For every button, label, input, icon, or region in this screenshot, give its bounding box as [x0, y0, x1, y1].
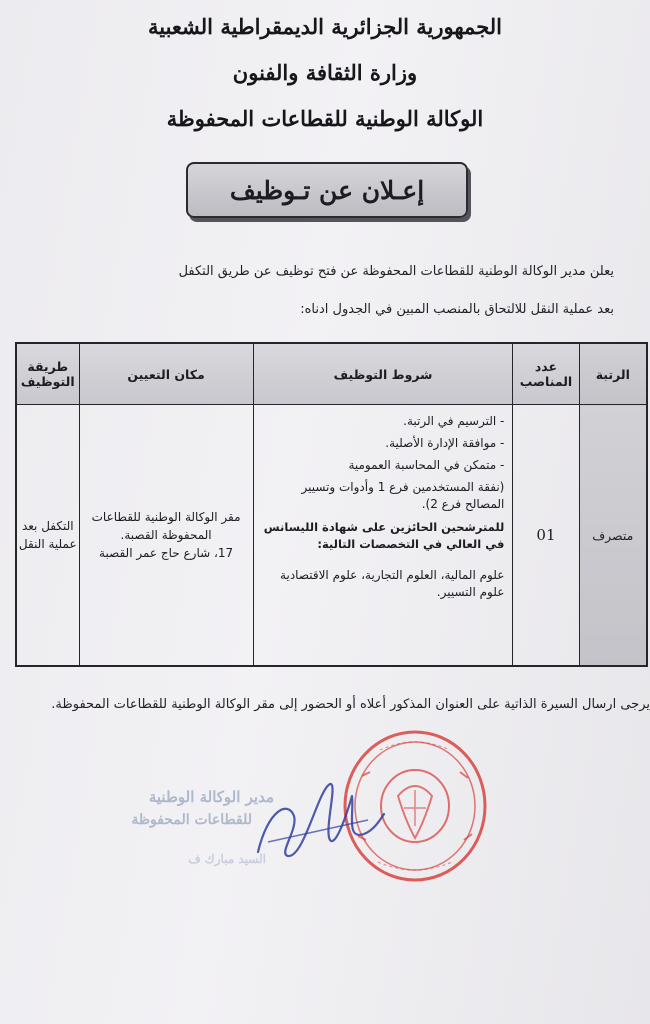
header-republic: الجمهورية الجزائرية الديمقراطية الشعبية	[147, 14, 502, 39]
recruitment-table	[15, 342, 648, 667]
cell-conditions	[253, 405, 513, 667]
stamp-line-1: مدير الوكالة الوطنية	[148, 788, 274, 806]
place-line-2: 17، شارع حاج عمر القصبة	[99, 546, 234, 560]
place-line-1: مقر الوكالة الوطنية للقطاعات المحفوظة القصبة.	[91, 510, 241, 542]
announcement-title: إعـلان عن تـوظيف	[229, 175, 425, 205]
header-method: طريقة التوظيف	[16, 343, 79, 405]
intro-line-1: يعلن مدير الوكالة الوطنية للقطاعات المحفوظة عن فتح توظيف عن طريق التكفل	[178, 264, 614, 279]
header-count: عدد المناصب	[513, 343, 579, 405]
intro-line-2: بعد عملية النقل للالتحاق بالمنصب المبين في الجدول ادناه:	[300, 302, 614, 317]
cell-method: التكفل بعد عملية النقل	[16, 405, 79, 667]
header-agency: الوكالة الوطنية للقطاعات المحفوظة	[166, 106, 484, 131]
header-place: مكان التعيين	[79, 343, 253, 405]
header-ministry: وزارة الثقافة والفنون	[232, 60, 418, 85]
condition-item: (نفقة المستخدمين فرع 1 وأدوات وتسيير المصالح فرع 2).	[301, 480, 505, 511]
cell-count: 01	[513, 405, 579, 667]
condition-item: - الترسيم في الرتبة.	[403, 414, 505, 428]
table-header-row	[16, 343, 647, 405]
condition-degree: للمترشحين الحائزين على شهادة الليسانس في العالي في التخصصات التالية:	[263, 520, 505, 551]
stamp-line-3: السيد مبارك ف	[188, 852, 266, 866]
table-row	[16, 405, 647, 667]
header-rank: الرتبة	[579, 343, 647, 405]
signature-icon	[248, 770, 388, 870]
header-conditions: شروط التوظيف	[253, 343, 513, 405]
announcement-banner	[186, 162, 468, 218]
cell-rank: متصرف	[579, 405, 647, 667]
condition-item: - متمكن في المحاسبة العمومية	[348, 458, 505, 472]
condition-specialties: علوم المالية، العلوم التجارية، علوم الاقتصادية علوم التسيير.	[280, 568, 505, 599]
stamp-line-2: للقطاعات المحفوظة	[131, 812, 252, 828]
cell-place	[79, 405, 253, 667]
condition-item: - موافقة الإدارة الأصلية.	[385, 436, 505, 450]
footer-note: يرجى ارسال السيرة الذاتية على العنوان المذكور أعلاه أو الحضور إلى مقر الوكالة الوطنية للقطاعات المحفوظة.	[51, 697, 650, 712]
